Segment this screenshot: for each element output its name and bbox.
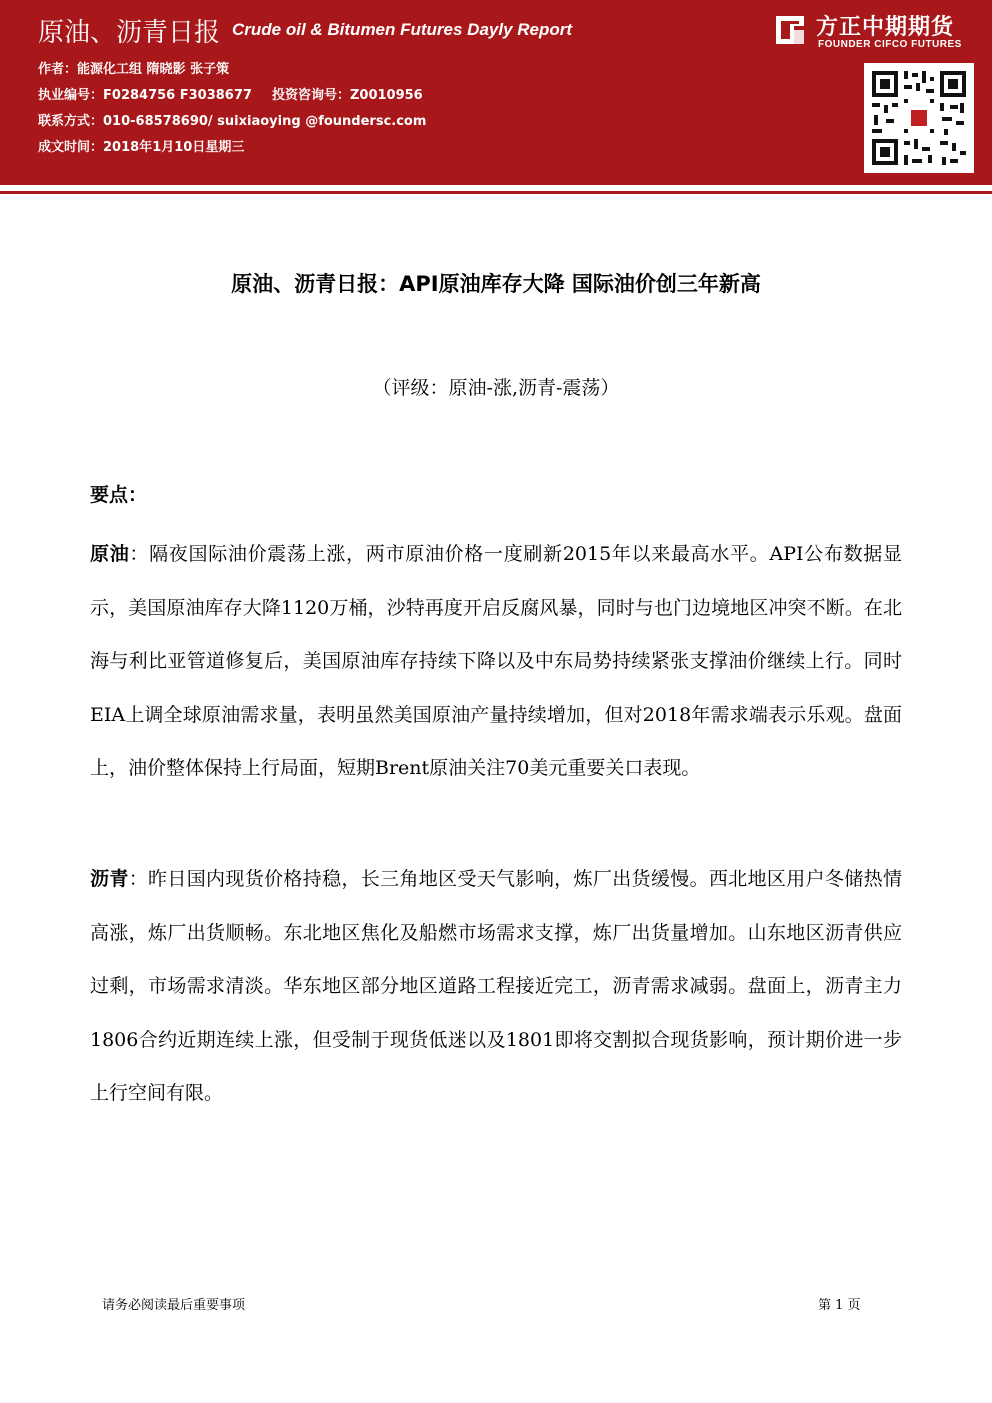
consult-label: 投资咨询号： [271, 88, 350, 103]
author-value: 能源化工组 隋晓影 张子策 [77, 62, 230, 77]
bitumen-paragraph [90, 853, 902, 1121]
rating-line: （评级：原油-涨,沥青-震荡） [372, 377, 620, 399]
logo-text-en: FOUNDER CIFCO FUTURES [818, 39, 962, 50]
author-label: 作者： [38, 62, 78, 77]
key-points-heading: 要点： [90, 484, 148, 506]
crude-oil-lead: 原油 [90, 543, 130, 565]
report-title-cn: 原油、沥青日报 [38, 18, 221, 48]
date-label: 成文时间： [38, 140, 104, 155]
contact-line [38, 110, 426, 129]
bitumen-text: ：昨日国内现货价格持稳，长三角地区受天气影响，炼厂出货缓慢。西北地区用户冬储热情高涨，炼厂出货顺畅。东北地区焦化及船燃市场需求支撑，炼厂出货量增加。山东地区沥青供应过剩，市场需求清淡。华东地区部分地区道路工程接近完工，沥青需求减弱。盘面上，沥青主力1806合约近期连续上涨，但受制于现货低迷以及1801即将交割拟合现货影响，预计期价进一步上行空间有限。 [90, 868, 902, 1104]
logo-text-cn: 方正中期期货 [816, 15, 955, 40]
license-label: 执业编号： [38, 88, 104, 103]
author-line [38, 58, 229, 77]
date-value: 2018年1月10日星期三 [103, 140, 245, 155]
crude-oil-text: ：隔夜国际油价震荡上涨，两市原油价格一度刷新2015年以来最高水平。API公布数据显示，美国原油库存大降1120万桶，沙特再度开启反腐风暴，同时与也门边境地区冲突不断。在北海与利比亚管道修复后，美国原油库存持续下降以及中东局势持续紧张支撑油价继续上行。同时EIA上调全球原油需求量，表明虽然美国原油产量持续增加，但对2018年需求端表示乐观。盘面上，油价整体保持上行局面，短期Brent原油关注70美元重要关口表现。 [90, 543, 902, 779]
page-number: 第 1 页 [818, 1298, 861, 1313]
footer-notice: 请务必阅读最后重要事项 [102, 1298, 246, 1313]
date-line [38, 136, 244, 155]
consult-value: Z0010956 [349, 88, 423, 103]
report-title-en: Crude oil & Bitumen Futures Dayly Report [232, 20, 573, 39]
qr-code-icon [864, 63, 974, 173]
contact-label: 联系方式： [38, 114, 104, 129]
company-logo [772, 8, 982, 58]
bitumen-lead: 沥青 [90, 868, 129, 890]
license-value: F0284756 F3038677 [103, 88, 252, 103]
header-divider [0, 185, 992, 194]
crude-oil-paragraph [90, 528, 902, 796]
license-line [38, 84, 423, 103]
report-header [0, 0, 992, 185]
document-title: 原油、沥青日报：API原油库存大降 国际油价创三年新高 [231, 272, 761, 296]
contact-value: 010-68578690/ suixiaoying @foundersc.com [103, 114, 427, 129]
founder-logo-icon [772, 12, 808, 48]
